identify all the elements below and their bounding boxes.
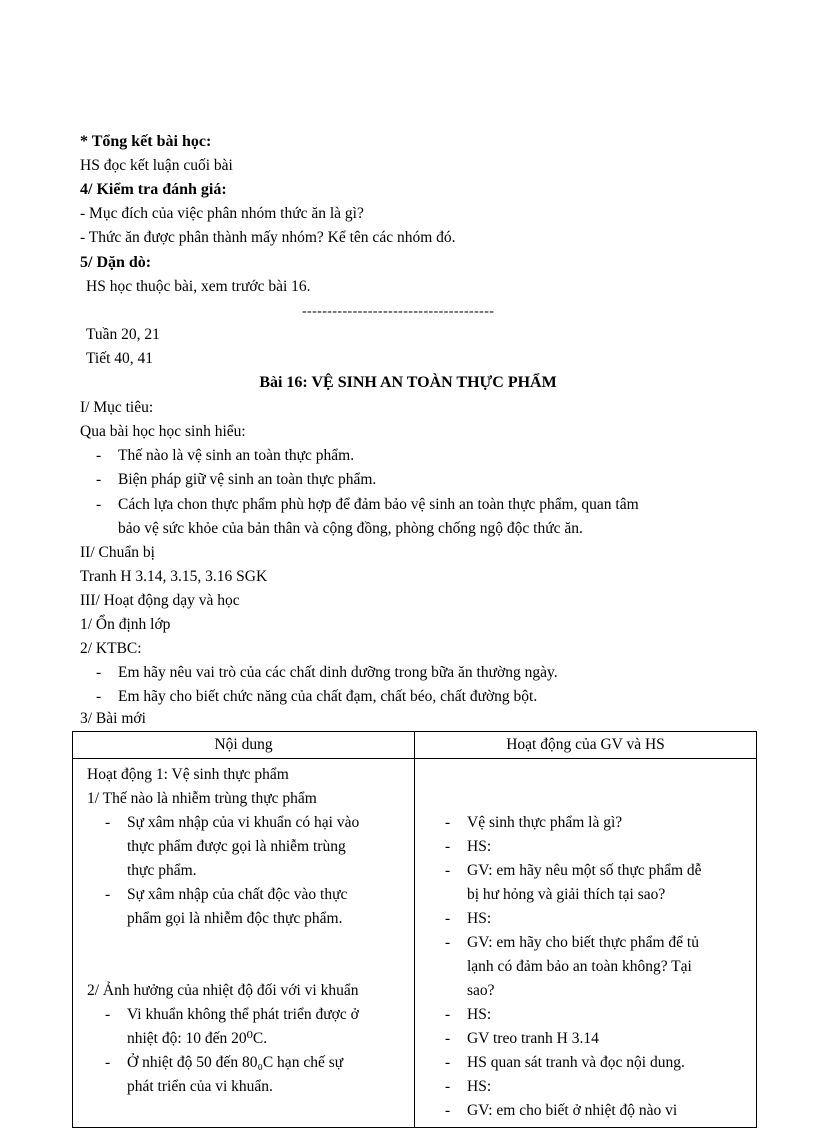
bullet-dash: - bbox=[445, 838, 451, 855]
step-2: 2/ KTBC: bbox=[80, 640, 142, 657]
table-row bbox=[73, 759, 757, 1128]
objective-item-continuation: bảo vệ sức khỏe của bản thân và cộng đồng, phòng chống ngộ độc thức ăn. bbox=[118, 520, 583, 537]
table-header-activities: Hoạt động của GV và HS bbox=[415, 732, 757, 759]
bullet-dash: - bbox=[105, 1054, 111, 1071]
content-line: Sự xâm nhập của vi khuẩn có hại vào bbox=[127, 814, 360, 831]
activity-line: HS: bbox=[467, 1006, 492, 1023]
activity-line: GV: em hãy cho biết thực phẩm để tủ bbox=[467, 934, 699, 951]
subsection-heading: 2/ Ảnh hưởng của nhiệt độ đối với vi khuẩn bbox=[87, 982, 359, 999]
summary-heading: * Tổng kết bài học: bbox=[80, 133, 212, 150]
document-page: * Tổng kết bài học: HS đọc kết luận cuối bài 4/ Kiểm tra đánh giá: - Mục đích của việc phân nhóm thức ăn là gì? - Thức ăn được phân thành mấy nhóm? Kể tên các nhóm đó. 5/ Dặn dò: HS học thuộc bài, xem trước bài 16. -------------------------------------- Tuần 20, 21 Tiết 40, 41 Bài 16: VỆ SINH AN TOÀN THỰC PHẨM I/ Mục tiêu: Qua bài học học sinh hiểu: - Thế nào là vệ sinh an toàn thực phẩm. - Biện pháp giữ vệ sinh an toàn thực phẩm. - Cách lựa chon thực phẩm phù hợp để đảm bảo vệ sinh an toàn thực phẩm, quan tâm bảo vệ sức khỏe của bản thân và cộng đồng, phòng chống ngộ độc thức ăn. II/ Chuẩn bị Tranh H 3.14, 3.15, 3.16 SGK III/ Hoạt động dạy và học 1/ Ổn định lớp 2/ KTBC: - Em hãy nêu vai trò của các chất dinh dưỡng trong bữa ăn thường ngày. - Em hãy cho biết chức năng của chất đạm, chất béo, chất đường bột. 3/ Bài mới Nội dung Hoạt động của GV và HS Hoạt động 1: Vệ sinh thực phẩm 1/ Thế nào là nhiễm trùng thực phẩm - Sự xâm nhập của vi khuẩn có hại vào thực phẩm được gọi là nhiễm trùng thực phẩm. - Sự xâm nhập của chất độc vào thực phẩm gọi là nhiễm độc thực phẩm. 2/ Ảnh hưởng của nhiệt độ đối với vi khuẩn - Vi khuẩn không thể phát triển được ở nhiệt độ: 10 đến 20⁰C. - Ở nhiệt độ 50 đến 80₀C hạn chế sự phát triển của vi khuẩn. - Vệ sinh thực phẩm là gì? - HS: - GV: em hãy nêu một số thực phẩm dễ bị hư hỏng và giải thích tại sao? - HS: - GV: em hãy cho biết thực phẩm để tủ lạnh có đảm bảo an toàn không? Tại sao? - HS: - GV treo tranh H 3.14 - HS quan sát tranh và đọc nội dung. - HS: - GV: em cho biết ở nhiệt độ nào vi bbox=[0, 0, 816, 1123]
activity-heading: Hoạt động 1: Vệ sinh thực phẩm bbox=[87, 766, 289, 783]
content-cell bbox=[73, 759, 415, 1128]
bullet-dash: - bbox=[105, 1006, 111, 1023]
activity-line: HS: bbox=[467, 1078, 492, 1095]
content-line: thực phẩm. bbox=[127, 862, 197, 879]
content-line: Sự xâm nhập của chất độc vào thực bbox=[127, 886, 348, 903]
content-line: thực phẩm được gọi là nhiễm trùng bbox=[127, 838, 346, 855]
section-divider: -------------------------------------- bbox=[302, 304, 495, 319]
bullet-dash: - bbox=[445, 814, 451, 831]
lesson-table bbox=[72, 731, 757, 1128]
bullet-dash: - bbox=[445, 910, 451, 927]
subsection-heading: 1/ Thế nào là nhiễm trùng thực phẩm bbox=[87, 790, 317, 807]
week-label: Tuần 20, 21 bbox=[86, 326, 160, 343]
step-3: 3/ Bài mới bbox=[80, 710, 146, 727]
prep-text: Tranh H 3.14, 3.15, 3.16 SGK bbox=[80, 568, 268, 585]
content-line: Ở nhiệt độ 50 đến 80₀C hạn chế sự bbox=[127, 1054, 344, 1071]
activities-cell bbox=[415, 759, 757, 1128]
bullet-dash: - bbox=[105, 886, 111, 903]
bullet-dash: - bbox=[445, 934, 451, 951]
assessment-question-1: - Mục đích của việc phân nhóm thức ăn là gì? bbox=[80, 205, 364, 222]
assessment-question-2: - Thức ăn được phân thành mấy nhóm? Kể tên các nhóm đó. bbox=[80, 229, 456, 246]
assessment-heading: 4/ Kiểm tra đánh giá: bbox=[80, 181, 227, 198]
bullet-dash: - bbox=[445, 862, 451, 879]
summary-text: HS đọc kết luận cuối bài bbox=[80, 157, 233, 174]
bullet-dash: - bbox=[445, 1078, 451, 1095]
content-line: phẩm gọi là nhiễm độc thực phẩm. bbox=[127, 910, 343, 927]
activity-line: sao? bbox=[467, 982, 495, 999]
table-header-row bbox=[73, 732, 757, 759]
activity-line: GV: em hãy nêu một số thực phẩm dễ bbox=[467, 862, 702, 879]
objectives-intro: Qua bài học học sinh hiểu: bbox=[80, 423, 246, 440]
homework-text: HS học thuộc bài, xem trước bài 16. bbox=[86, 278, 311, 295]
activity-line: Vệ sinh thực phẩm là gì? bbox=[467, 814, 623, 831]
activity-line: lạnh có đảm bảo an toàn không? Tại bbox=[467, 958, 692, 975]
bullet-dash: - bbox=[445, 1054, 451, 1071]
content-line: phát triển của vi khuẩn. bbox=[127, 1078, 273, 1095]
table-header-content: Nội dung bbox=[73, 732, 415, 759]
content-line: Vi khuẩn không thể phát triển được ở bbox=[127, 1006, 359, 1023]
bullet-dash: - bbox=[445, 1030, 451, 1047]
bullet-dash: - bbox=[105, 814, 111, 831]
activity-line: HS: bbox=[467, 910, 492, 927]
step-1: 1/ Ổn định lớp bbox=[80, 616, 171, 633]
prep-heading: II/ Chuẩn bị bbox=[80, 544, 155, 561]
activity-line: bị hư hỏng và giải thích tại sao? bbox=[467, 886, 666, 903]
lesson-title: Bài 16: VỆ SINH AN TOÀN THỰC PHẨM bbox=[259, 374, 557, 391]
content-line: nhiệt độ: 10 đến 20⁰C. bbox=[127, 1030, 268, 1047]
activities-heading: III/ Hoạt động dạy và học bbox=[80, 592, 240, 609]
period-label: Tiết 40, 41 bbox=[86, 350, 154, 367]
bullet-dash: - bbox=[445, 1102, 451, 1119]
objectives-heading: I/ Mục tiêu: bbox=[80, 399, 154, 416]
activity-line: HS: bbox=[467, 838, 492, 855]
activity-line: GV: em cho biết ở nhiệt độ nào vi bbox=[467, 1102, 678, 1119]
bullet-dash: - bbox=[445, 1006, 451, 1023]
activity-line: HS quan sát tranh và đọc nội dung. bbox=[467, 1054, 685, 1071]
homework-heading: 5/ Dặn dò: bbox=[80, 254, 152, 271]
activity-line: GV treo tranh H 3.14 bbox=[467, 1030, 599, 1047]
